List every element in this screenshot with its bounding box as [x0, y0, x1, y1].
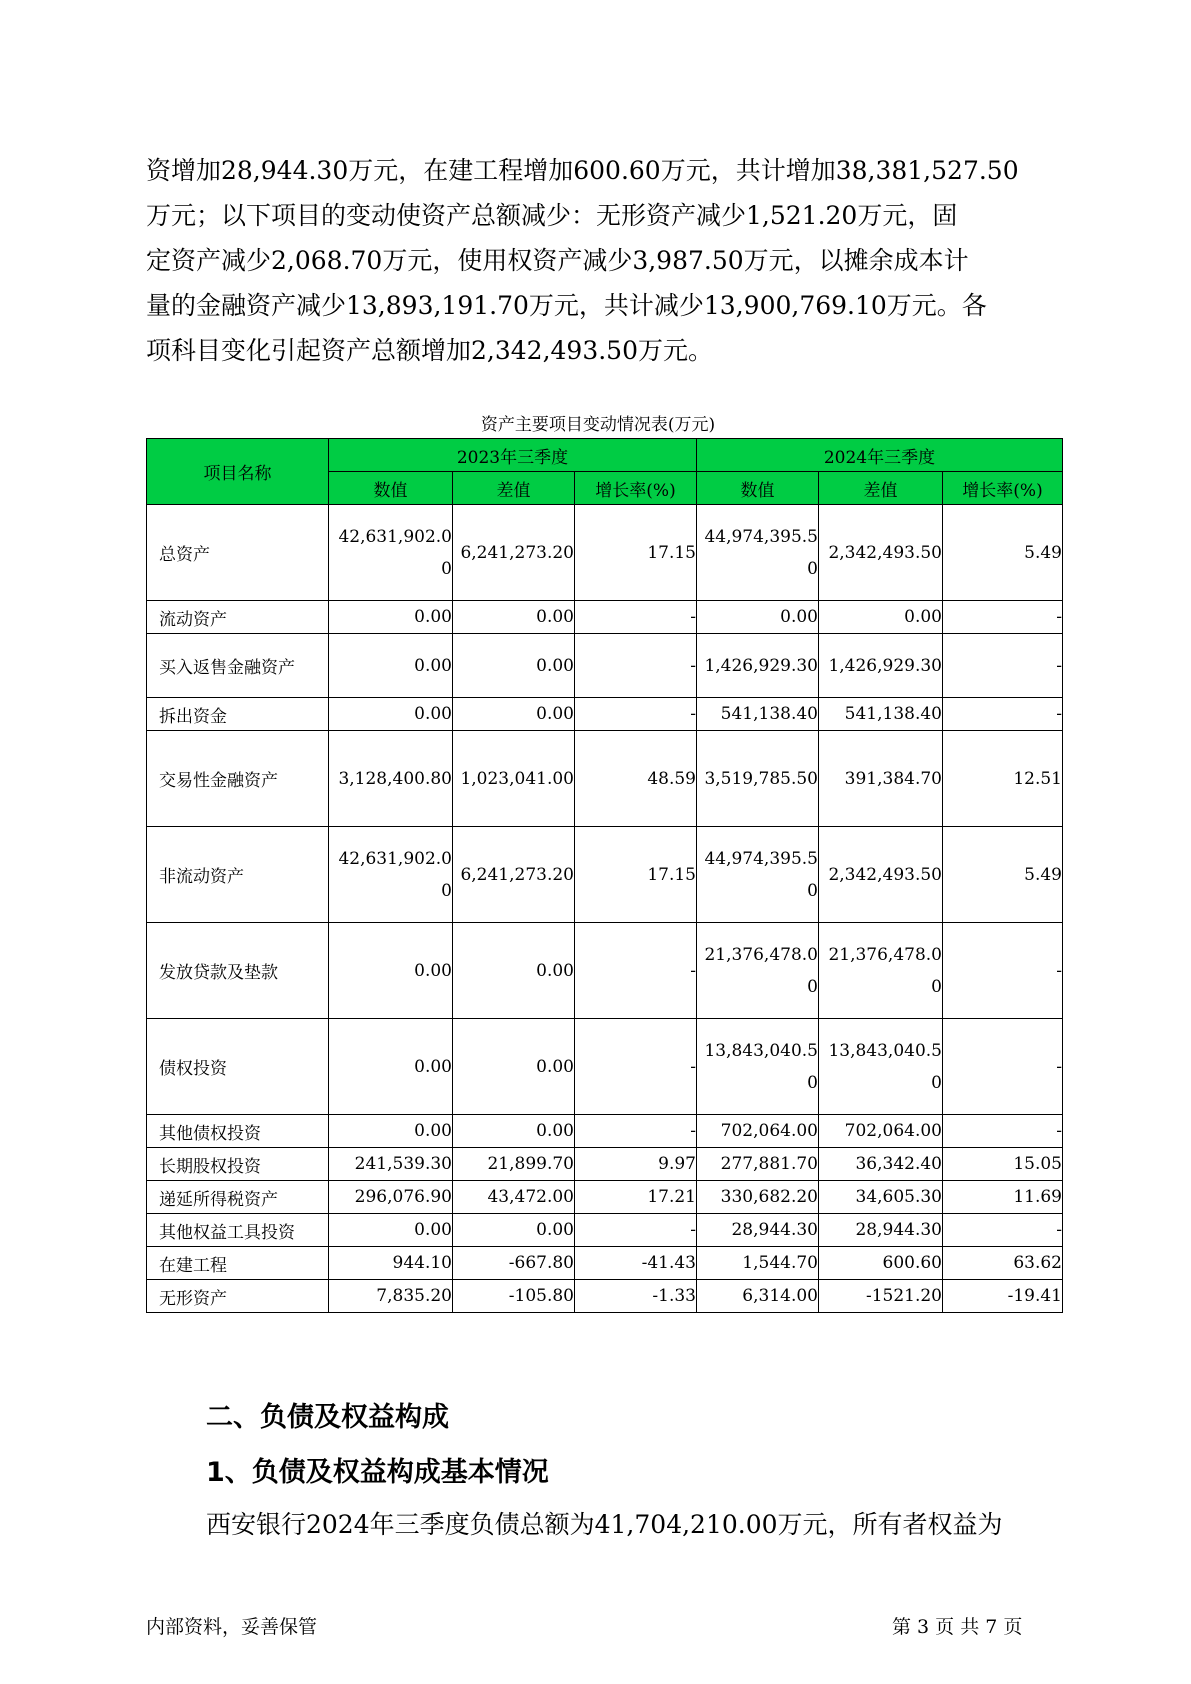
- cell-v23: 7,835.20: [329, 1280, 453, 1313]
- cell-v24: 541,138.40: [697, 698, 819, 731]
- cell-v23: 0.00: [329, 634, 453, 698]
- table-title: 资产主要项目变动情况表(万元): [480, 415, 716, 435]
- intro-line: 资增加28,944.30万元，在建工程增加600.60万元，共计增加38,381,527.50: [146, 156, 1019, 185]
- cell-d24: 13,843,040.50: [819, 1019, 943, 1115]
- cell-d23: 6,241,273.20: [453, 827, 575, 923]
- cell-g23: -: [575, 601, 697, 634]
- row-item-name: 长期股权投资: [147, 1148, 329, 1181]
- row-item-name: 拆出资金: [147, 698, 329, 731]
- row-item-name: 发放贷款及垫款: [147, 923, 329, 1019]
- cell-g24: -: [943, 634, 1063, 698]
- header-diff: 差值: [819, 472, 943, 505]
- cell-d23: 0.00: [453, 634, 575, 698]
- cell-d24: 28,944.30: [819, 1214, 943, 1247]
- cell-v24: 1,426,929.30: [697, 634, 819, 698]
- row-item-name: 总资产: [147, 505, 329, 601]
- cell-g23: -: [575, 1019, 697, 1115]
- table-row: [147, 731, 1063, 827]
- cell-d23: 0.00: [453, 1115, 575, 1148]
- cell-v23: 0.00: [329, 1214, 453, 1247]
- cell-v23: 42,631,902.00: [329, 505, 453, 601]
- cell-g24: 63.62: [943, 1247, 1063, 1280]
- section-heading: 二、负债及权益构成: [206, 1402, 449, 1433]
- cell-g23: 17.15: [575, 505, 697, 601]
- cell-g23: -: [575, 698, 697, 731]
- cell-g24: 12.51: [943, 731, 1063, 827]
- cell-v23: 42,631,902.00: [329, 827, 453, 923]
- cell-g24: -: [943, 923, 1063, 1019]
- cell-v24: 28,944.30: [697, 1214, 819, 1247]
- table-row: [147, 601, 1063, 634]
- header-diff: 差值: [453, 472, 575, 505]
- cell-g23: -: [575, 634, 697, 698]
- header-value: 数值: [329, 472, 453, 505]
- cell-d24: 21,376,478.00: [819, 923, 943, 1019]
- cell-d23: -667.80: [453, 1247, 575, 1280]
- cell-v24: 21,376,478.00: [697, 923, 819, 1019]
- table-row: [147, 505, 1063, 601]
- cell-d24: 702,064.00: [819, 1115, 943, 1148]
- cell-v24: 702,064.00: [697, 1115, 819, 1148]
- cell-v24: 0.00: [697, 601, 819, 634]
- cell-g24: 5.49: [943, 827, 1063, 923]
- cell-d24: 36,342.40: [819, 1148, 943, 1181]
- cell-d24: -1521.20: [819, 1280, 943, 1313]
- cell-v23: 296,076.90: [329, 1181, 453, 1214]
- cell-g23: 17.21: [575, 1181, 697, 1214]
- cell-v24: 44,974,395.50: [697, 505, 819, 601]
- cell-v24: 3,519,785.50: [697, 731, 819, 827]
- cell-v23: 0.00: [329, 1115, 453, 1148]
- table-row: [147, 1019, 1063, 1115]
- cell-v23: 944.10: [329, 1247, 453, 1280]
- cell-g23: -1.33: [575, 1280, 697, 1313]
- table-row: [147, 923, 1063, 1019]
- table-row: [147, 698, 1063, 731]
- cell-g23: -41.43: [575, 1247, 697, 1280]
- cell-d23: 21,899.70: [453, 1148, 575, 1181]
- intro-paragraph: [146, 148, 1046, 373]
- cell-g24: -: [943, 1115, 1063, 1148]
- header-value: 数值: [697, 472, 819, 505]
- cell-g24: -: [943, 698, 1063, 731]
- cell-d24: 34,605.30: [819, 1181, 943, 1214]
- table-row: [147, 1115, 1063, 1148]
- closing-paragraph: [206, 1502, 1066, 1547]
- cell-g24: 11.69: [943, 1181, 1063, 1214]
- cell-d24: 0.00: [819, 601, 943, 634]
- table-row: [147, 1247, 1063, 1280]
- header-period-2023: 2023年三季度: [329, 439, 697, 472]
- cell-g24: -: [943, 601, 1063, 634]
- cell-g24: -: [943, 1019, 1063, 1115]
- cell-g24: -19.41: [943, 1280, 1063, 1313]
- cell-v24: 330,682.20: [697, 1181, 819, 1214]
- cell-g23: -: [575, 1115, 697, 1148]
- row-item-name: 流动资产: [147, 601, 329, 634]
- header-growth: 增长率(%): [575, 472, 697, 505]
- cell-v23: 0.00: [329, 698, 453, 731]
- cell-v23: 0.00: [329, 601, 453, 634]
- cell-d24: 391,384.70: [819, 731, 943, 827]
- table-row: [147, 827, 1063, 923]
- row-item-name: 债权投资: [147, 1019, 329, 1115]
- cell-v24: 6,314.00: [697, 1280, 819, 1313]
- footer-left: 内部资料，妥善保管: [146, 1616, 318, 1638]
- cell-v24: 44,974,395.50: [697, 827, 819, 923]
- cell-d23: 1,023,041.00: [453, 731, 575, 827]
- cell-d23: 43,472.00: [453, 1181, 575, 1214]
- cell-d24: 1,426,929.30: [819, 634, 943, 698]
- cell-g24: -: [943, 1214, 1063, 1247]
- header-period-2024: 2024年三季度: [697, 439, 1063, 472]
- table-row: [147, 1181, 1063, 1214]
- cell-d24: 2,342,493.50: [819, 505, 943, 601]
- cell-d23: 0.00: [453, 1019, 575, 1115]
- row-item-name: 递延所得税资产: [147, 1181, 329, 1214]
- cell-d23: 0.00: [453, 1214, 575, 1247]
- subsection-heading: 1、负债及权益构成基本情况: [206, 1457, 549, 1488]
- cell-g24: 5.49: [943, 505, 1063, 601]
- row-item-name: 买入返售金融资产: [147, 634, 329, 698]
- cell-d24: 600.60: [819, 1247, 943, 1280]
- cell-v24: 277,881.70: [697, 1148, 819, 1181]
- closing-line: 西安银行2024年三季度负债总额为41,704,210.00万元，所有者权益为: [206, 1510, 1003, 1539]
- cell-v24: 13,843,040.50: [697, 1019, 819, 1115]
- row-item-name: 非流动资产: [147, 827, 329, 923]
- cell-g23: -: [575, 923, 697, 1019]
- intro-line: 量的金融资产减少13,893,191.70万元，共计减少13,900,769.10万元。各: [146, 291, 987, 320]
- table-row: [147, 1280, 1063, 1313]
- cell-v23: 0.00: [329, 1019, 453, 1115]
- cell-d23: 0.00: [453, 601, 575, 634]
- cell-v23: 0.00: [329, 923, 453, 1019]
- table-row: [147, 634, 1063, 698]
- cell-d23: 0.00: [453, 698, 575, 731]
- cell-g23: 9.97: [575, 1148, 697, 1181]
- intro-line: 定资产减少2,068.70万元，使用权资产减少3,987.50万元，以摊余成本计: [146, 246, 969, 275]
- cell-v23: 3,128,400.80: [329, 731, 453, 827]
- table-row: [147, 1214, 1063, 1247]
- row-item-name: 无形资产: [147, 1280, 329, 1313]
- cell-d23: -105.80: [453, 1280, 575, 1313]
- row-item-name: 在建工程: [147, 1247, 329, 1280]
- cell-d24: 541,138.40: [819, 698, 943, 731]
- asset-change-table: [146, 438, 1063, 1313]
- cell-g23: -: [575, 1214, 697, 1247]
- row-item-name: 其他债权投资: [147, 1115, 329, 1148]
- cell-d23: 0.00: [453, 923, 575, 1019]
- cell-g23: 17.15: [575, 827, 697, 923]
- header-item-name: 项目名称: [147, 439, 329, 505]
- intro-line: 项科目变化引起资产总额增加2,342,493.50万元。: [146, 336, 713, 365]
- table-row: [147, 1148, 1063, 1181]
- cell-d24: 2,342,493.50: [819, 827, 943, 923]
- page-number: 第 3 页 共 7 页: [892, 1616, 1023, 1638]
- cell-d23: 6,241,273.20: [453, 505, 575, 601]
- cell-g24: 15.05: [943, 1148, 1063, 1181]
- header-growth: 增长率(%): [943, 472, 1063, 505]
- row-item-name: 其他权益工具投资: [147, 1214, 329, 1247]
- row-item-name: 交易性金融资产: [147, 731, 329, 827]
- cell-v24: 1,544.70: [697, 1247, 819, 1280]
- cell-g23: 48.59: [575, 731, 697, 827]
- cell-v23: 241,539.30: [329, 1148, 453, 1181]
- intro-line: 万元；以下项目的变动使资产总额减少：无形资产减少1,521.20万元，固: [146, 201, 958, 230]
